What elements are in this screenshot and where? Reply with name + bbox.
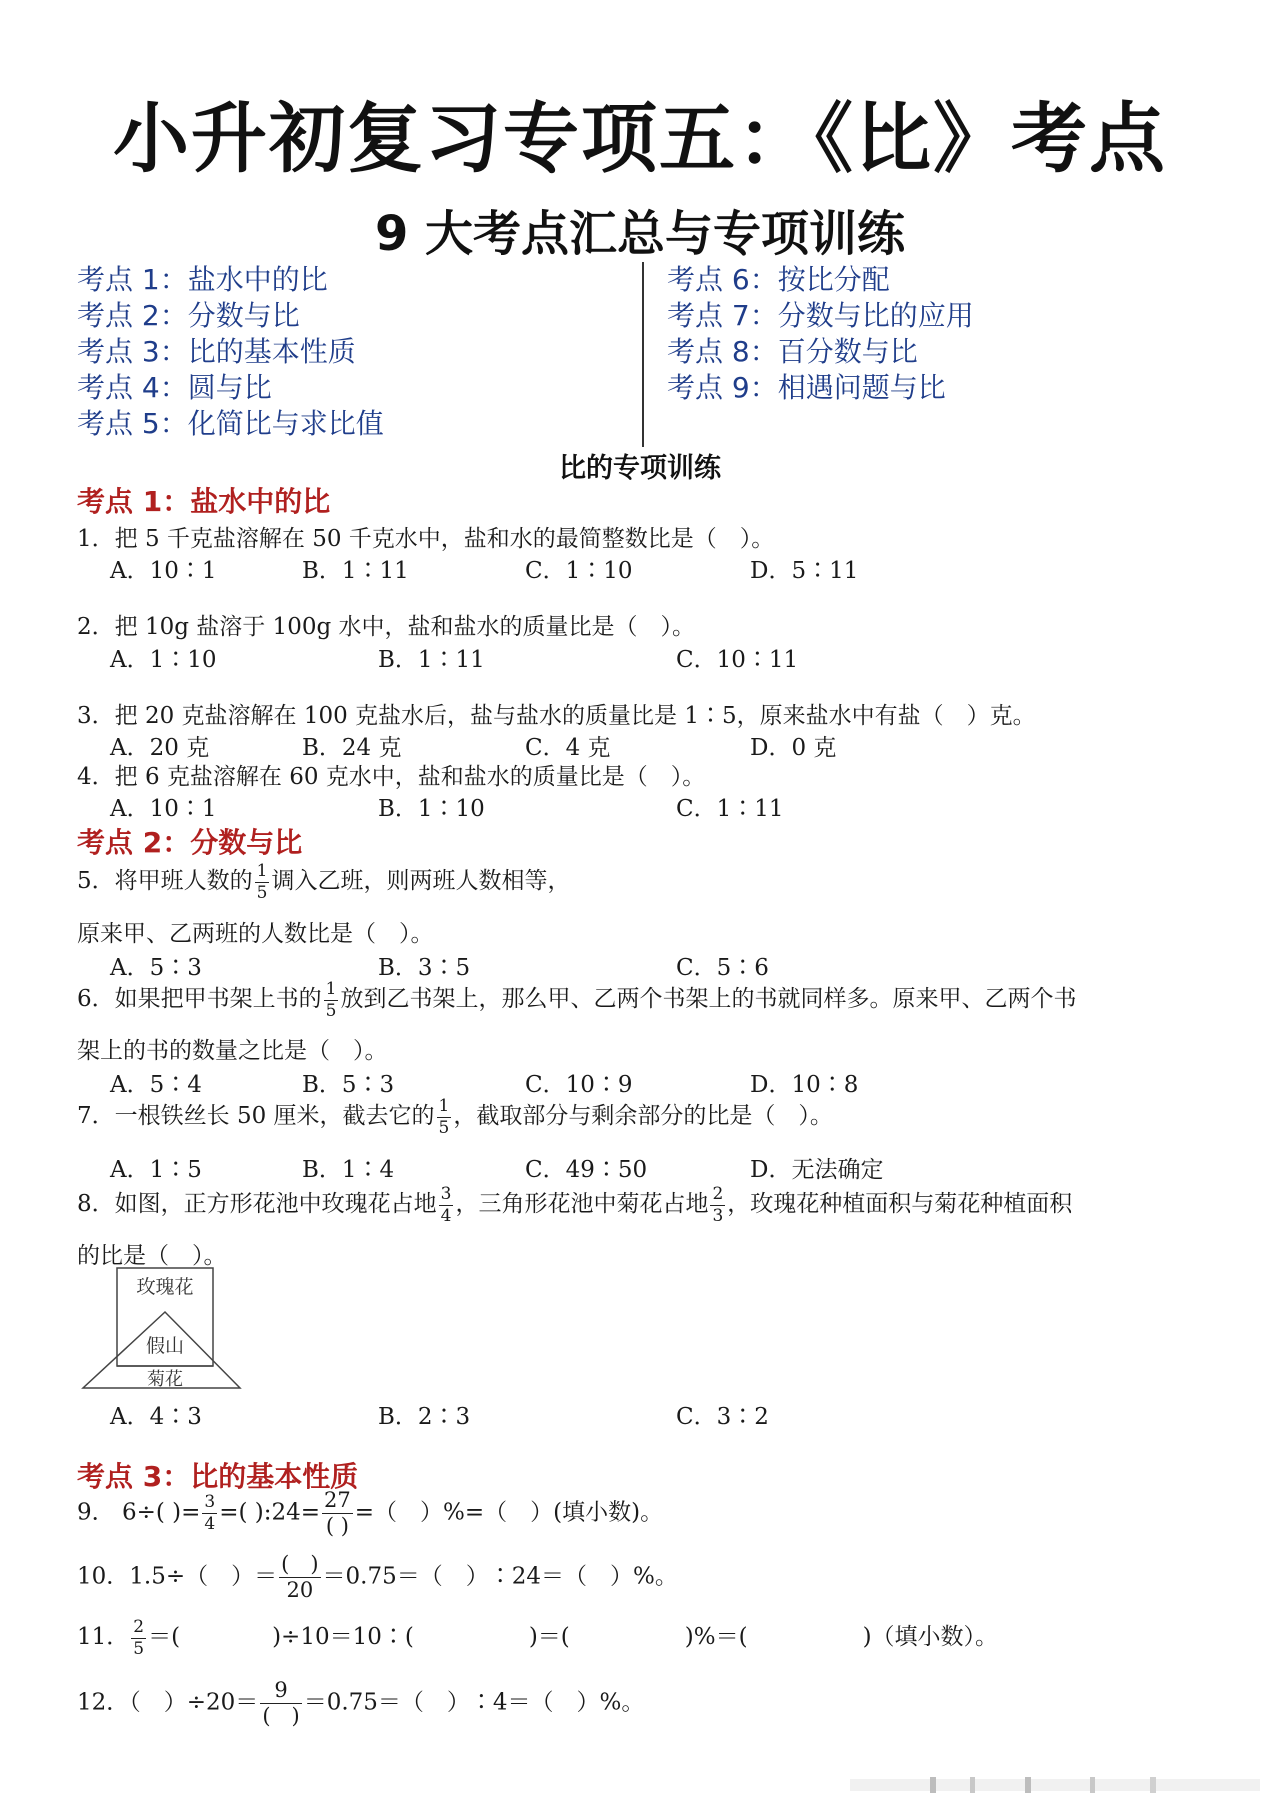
- watermark-mark: [970, 1777, 975, 1793]
- section-heading: 考点 1：盐水中的比: [77, 485, 331, 518]
- fraction: [324, 978, 339, 1021]
- question-5: [77, 862, 570, 902]
- label-rose: 玫瑰花: [136, 1276, 194, 1298]
- question-text: 10．1.5÷（ ）＝: [77, 1563, 278, 1590]
- option: B．1∶4: [302, 1157, 395, 1183]
- fraction-numerator: ( ): [281, 1552, 319, 1576]
- fraction: [437, 1095, 452, 1138]
- question-4: 4．把 6 克盐溶解在 60 克水中，盐和盐水的质量比是（ ）。: [77, 764, 706, 790]
- option: C．1∶11: [676, 796, 784, 822]
- fraction: [439, 1183, 454, 1226]
- question-8: [77, 1185, 1072, 1225]
- question-text: 放到乙书架上，那么甲、乙两个书架上的书就同样多。原来甲、乙两个书: [340, 986, 1077, 1012]
- watermark-mark: [1090, 1777, 1095, 1793]
- option: D．0 克: [750, 735, 837, 761]
- fraction-denominator: 5: [133, 1638, 145, 1659]
- fraction-denominator: 5: [256, 882, 268, 903]
- option: C．10∶9: [525, 1072, 633, 1098]
- option: A．10∶1: [110, 796, 217, 822]
- question-text: 5．将甲班人数的: [77, 868, 253, 894]
- question-5-line2: 原来甲、乙两班的人数比是（ ）。: [77, 921, 434, 947]
- fraction-numerator: 1: [325, 978, 337, 999]
- option: B．3∶5: [378, 955, 471, 981]
- label-chrysanthemum: 菊花: [147, 1369, 183, 1390]
- page-subtitle: 9 大考点汇总与专项训练: [374, 206, 906, 262]
- fraction-numerator: 2: [133, 1616, 145, 1637]
- option: A．5∶4: [110, 1072, 202, 1098]
- option: C．49∶50: [525, 1157, 648, 1183]
- watermark-mark: [1150, 1777, 1156, 1793]
- question-text: ，三角形花池中菊花占地: [455, 1191, 709, 1217]
- option: C．10∶11: [676, 647, 799, 673]
- option: C．4 克: [525, 735, 611, 761]
- toc-divider: [642, 262, 644, 447]
- option: D．无法确定: [750, 1157, 884, 1183]
- fraction: [322, 1490, 353, 1537]
- option: B．1∶11: [378, 647, 485, 673]
- question-text: ，玫瑰花种植面积与菊花种植面积: [727, 1191, 1073, 1217]
- fraction-denominator: ( ): [325, 1514, 349, 1538]
- toc-item: 考点 6：按比分配: [667, 263, 890, 296]
- question-text: =( ):24=: [219, 1499, 321, 1526]
- option: A．1∶10: [110, 647, 217, 673]
- question-text: 9． 6÷( )=: [77, 1499, 201, 1526]
- fraction: [202, 1494, 217, 1533]
- question-text: 6．如果把甲书架上书的: [77, 986, 322, 1012]
- question-6: [77, 980, 1076, 1020]
- toc-left: [77, 262, 384, 442]
- option: A．20 克: [110, 735, 210, 761]
- fraction-denominator: 4: [204, 1514, 216, 1534]
- toc-item: 考点 5：化简比与求比值: [77, 407, 384, 440]
- question-text: ＝0.75＝（ ）∶4＝（ ）%。: [303, 1689, 645, 1716]
- fraction-denominator: 20: [286, 1578, 314, 1602]
- page-title: 小升初复习专项五：《比》考点: [113, 94, 1167, 183]
- option: C．3∶2: [676, 1404, 769, 1430]
- question-text: 7．一根铁丝长 50 厘米，截去它的: [77, 1103, 435, 1129]
- question-text: 12．（ ）÷20＝: [77, 1689, 259, 1716]
- question-10: [77, 1554, 678, 1601]
- option: C．5∶6: [676, 955, 769, 981]
- question-text: ，截取部分与剩余部分的比是（ ）。: [453, 1103, 833, 1129]
- toc-item: 考点 1：盐水中的比: [77, 263, 328, 296]
- option: A．4∶3: [110, 1404, 202, 1430]
- fraction-numerator: 1: [256, 860, 268, 881]
- option: B．24 克: [302, 735, 402, 761]
- option: C．1∶10: [525, 558, 633, 584]
- watermark-strip: [850, 1779, 1260, 1791]
- option: B．1∶10: [378, 796, 485, 822]
- fraction: [131, 1616, 146, 1659]
- option: A．10∶1: [110, 558, 217, 584]
- fraction-denominator: ( ): [262, 1704, 300, 1728]
- fraction-numerator: 2: [712, 1183, 724, 1204]
- toc-item: 考点 9：相遇问题与比: [667, 371, 946, 404]
- fraction-numerator: 27: [324, 1488, 351, 1512]
- question-text: 8．如图，正方形花池中玫瑰花占地: [77, 1191, 437, 1217]
- question-12: [77, 1680, 644, 1727]
- fraction-denominator: 5: [438, 1117, 450, 1138]
- option: B．2∶3: [378, 1404, 471, 1430]
- fraction: [279, 1554, 320, 1601]
- section-heading: 考点 3：比的基本性质: [77, 1460, 359, 1493]
- label-rockery: 假山: [145, 1335, 185, 1357]
- training-title: 比的专项训练: [559, 453, 721, 484]
- garden-diagram: [80, 1265, 250, 1395]
- question-7: [77, 1097, 833, 1137]
- question-2: 2．把 10g 盐溶于 100g 水中，盐和盐水的质量比是（ ）。: [77, 614, 695, 640]
- option: A．5∶3: [110, 955, 202, 981]
- question-6-line2: 架上的书的数量之比是（ ）。: [77, 1038, 388, 1064]
- fraction-numerator: 1: [438, 1095, 450, 1116]
- option: D．10∶8: [750, 1072, 859, 1098]
- garden-figure: [80, 1265, 250, 1399]
- fraction-denominator: 4: [440, 1205, 452, 1226]
- fraction-numerator: 3: [440, 1183, 452, 1204]
- question-11: [77, 1618, 998, 1658]
- watermark-mark: [1025, 1777, 1031, 1793]
- fraction: [710, 1183, 725, 1226]
- question-8-line2: 的比是（ ）。: [77, 1243, 227, 1269]
- fraction-numerator: 3: [204, 1492, 216, 1512]
- question-9: [77, 1490, 663, 1537]
- option: A．1∶5: [110, 1157, 202, 1183]
- option: B．1∶11: [302, 558, 409, 584]
- fraction-denominator: 3: [712, 1205, 724, 1226]
- question-text: 调入乙班，则两班人数相等，: [271, 868, 571, 894]
- question-text: ＝0.75＝（ ）∶24＝（ ）%。: [322, 1563, 678, 1590]
- question-text: 11．: [77, 1624, 130, 1650]
- option: D．5∶11: [750, 558, 859, 584]
- option: B．5∶3: [302, 1072, 395, 1098]
- question-1: 1．把 5 千克盐溶解在 50 千克水中，盐和水的最简整数比是（ ）。: [77, 526, 775, 552]
- toc-item: 考点 4：圆与比: [77, 371, 272, 404]
- toc-item: 考点 8：百分数与比: [667, 335, 918, 368]
- toc-item: 考点 3：比的基本性质: [77, 335, 356, 368]
- question-text: =（ ）%=（ ）(填小数)。: [354, 1499, 664, 1526]
- toc-item: 考点 7：分数与比的应用: [667, 299, 974, 332]
- section-heading: 考点 2：分数与比: [77, 826, 303, 859]
- watermark-bar: [850, 1775, 1260, 1795]
- toc-item: 考点 2：分数与比: [77, 299, 300, 332]
- question-3: 3．把 20 克盐溶解在 100 克盐水后，盐与盐水的质量比是 1∶5，原来盐水中有盐（ ）克。: [77, 703, 1036, 729]
- question-text: ＝( )÷10＝10∶( )＝( )%＝( )（填小数）。: [148, 1624, 999, 1650]
- fraction: [260, 1680, 301, 1727]
- fraction-numerator: 9: [260, 1680, 301, 1704]
- fraction: [255, 860, 270, 903]
- watermark-mark: [930, 1777, 936, 1793]
- fraction-denominator: 5: [325, 1000, 337, 1021]
- toc-right: [667, 262, 974, 406]
